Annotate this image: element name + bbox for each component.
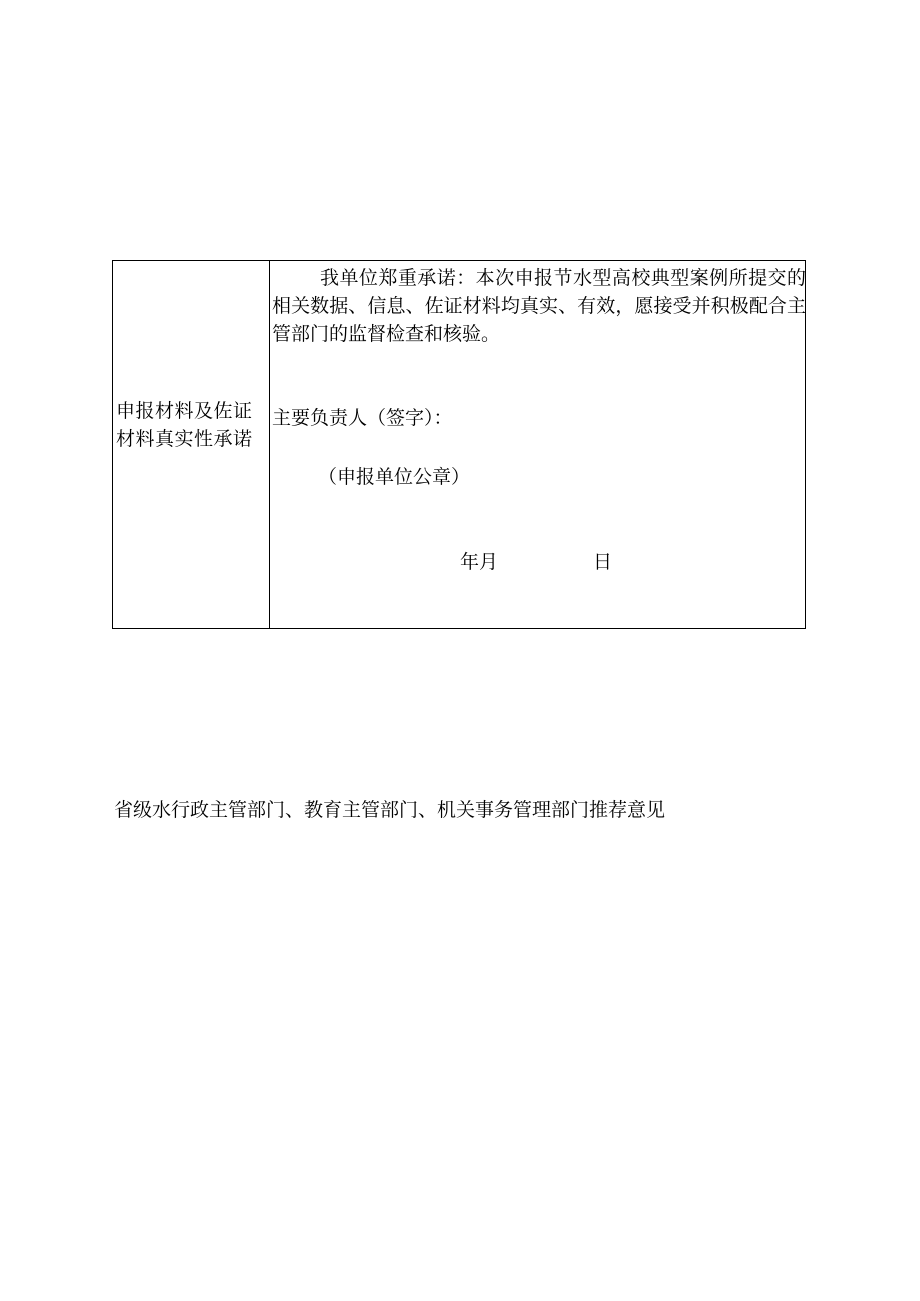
declaration-table	[112, 260, 806, 629]
declaration-content-cell	[270, 261, 805, 628]
declaration-label: 申报材料及佐证材料真实性承诺	[116, 400, 253, 450]
date-line	[460, 548, 612, 576]
date-day-label: 日	[593, 551, 613, 573]
signer-label: 主要负责人（签字）：	[272, 407, 453, 429]
date-year-month-label: 年月	[460, 551, 499, 573]
declaration-label-cell	[113, 261, 270, 628]
recommendation-heading: 省级水行政主管部门、教育主管部门、机关事务管理部门推荐意见	[114, 799, 666, 821]
pledge-text: 我单位郑重承诺：本次申报节水型高校典型案例所提交的相关数据、信息、佐证材料均真实、有效，愿接受并积极配合主管部门的监督检查和核验。	[272, 267, 806, 345]
seal-label: （申报单位公章）	[318, 466, 471, 488]
